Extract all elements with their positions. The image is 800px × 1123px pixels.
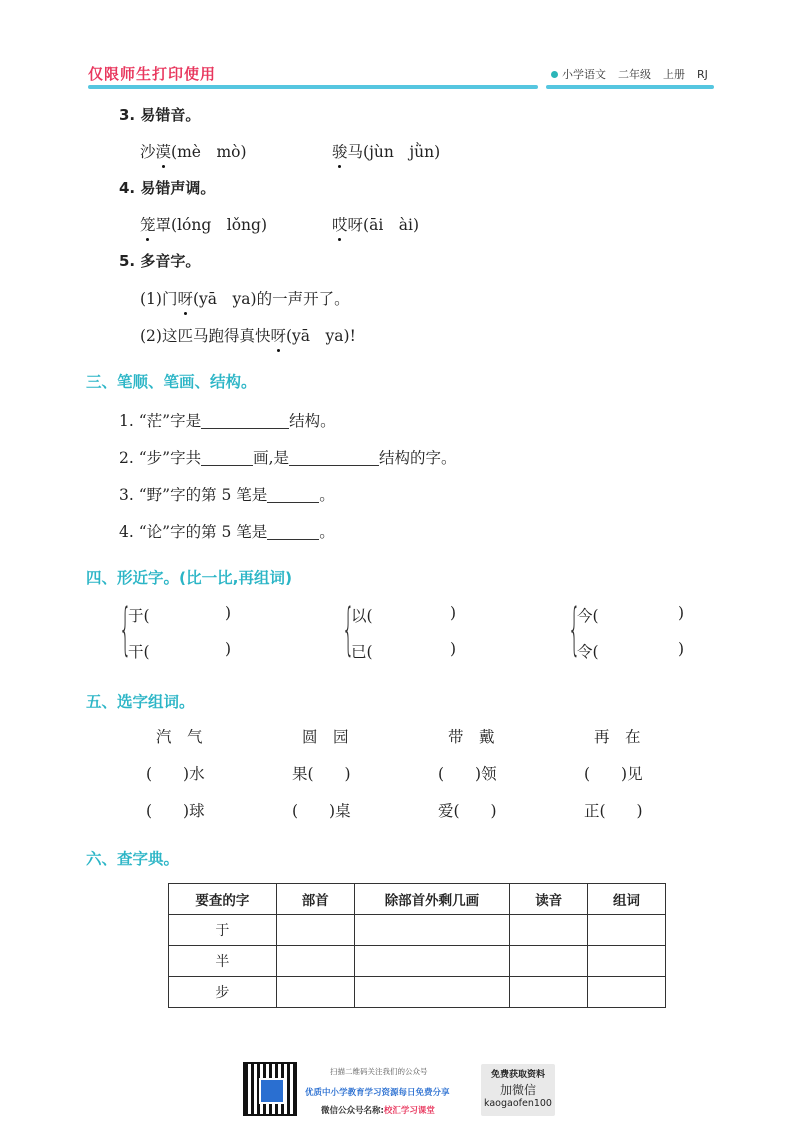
add-wechat-label: 加微信 xyxy=(499,1083,536,1097)
answer-cell[interactable] xyxy=(276,946,354,977)
header-cell: 部首 xyxy=(276,884,354,915)
similar-char-group-1: { 于( ) 干( ) xyxy=(119,597,232,662)
answer-cell[interactable] xyxy=(510,977,588,1008)
header-cell: 组词 xyxy=(588,884,666,915)
item-3-word-1: 沙漠(mè mò) xyxy=(140,140,247,162)
table-row xyxy=(169,946,666,977)
brace-icon: { xyxy=(568,597,581,662)
wechat-contact-box[interactable] xyxy=(481,1064,555,1116)
section-5-title: 五、选字组词。 xyxy=(86,693,195,711)
header-rule-left xyxy=(88,85,538,89)
char-pair: 汽 气 xyxy=(156,728,203,746)
item-4-word-1: 笼罩(lóng lǒng) xyxy=(140,213,267,235)
section-3-title: 三、笔顺、笔画、结构。 xyxy=(86,373,257,391)
fill-word[interactable]: 果( ) xyxy=(292,765,351,783)
answer-cell[interactable] xyxy=(588,977,666,1008)
char-cell: 半 xyxy=(169,946,277,977)
brace-icon: { xyxy=(119,597,132,662)
bullet-icon xyxy=(551,71,558,78)
header-cell: 读音 xyxy=(510,884,588,915)
answer-cell[interactable] xyxy=(276,915,354,946)
item-5-sentence-1: (1)门呀(yā ya)的一声开了。 xyxy=(140,287,350,309)
item-5-sentence-2: (2)这匹马跑得真快呀(yā ya)! xyxy=(140,324,356,346)
char-pair: 带 戴 xyxy=(448,728,495,746)
qr-code-icon[interactable] xyxy=(243,1062,297,1116)
fill-word[interactable]: ( )球 xyxy=(146,802,205,820)
answer-blank[interactable] xyxy=(267,525,319,540)
fill-word[interactable]: 爱( ) xyxy=(438,802,497,820)
header-rule-right xyxy=(546,85,714,89)
question-3-4: 4. “论”字的第 5 笔是 。 xyxy=(119,523,335,541)
section-6-title: 六、查字典。 xyxy=(86,850,180,868)
header-cell: 要查的字 xyxy=(169,884,277,915)
answer-blank[interactable] xyxy=(267,488,319,503)
dictionary-table xyxy=(168,883,666,1008)
fill-word[interactable]: ( )见 xyxy=(584,765,643,783)
print-restriction-label: 仅限师生打印使用 xyxy=(88,65,217,83)
question-3-2: 2. “步”字共 画,是 结构的字。 xyxy=(119,449,457,467)
item-4-word-2: 哎呀(āi ài) xyxy=(332,213,419,235)
item-4-title: 4. 易错声调。 xyxy=(119,179,216,197)
account-name: 校汇学习课堂 xyxy=(383,1106,435,1116)
answer-cell[interactable] xyxy=(510,915,588,946)
answer-blank[interactable] xyxy=(201,451,253,466)
grade: 二年级 xyxy=(618,68,651,81)
share-slogan: 优质中小学教育学习资源每日免费分享 xyxy=(305,1088,450,1098)
section-4-title: 四、形近字。(比一比,再组词) xyxy=(86,569,293,587)
brace-icon: { xyxy=(342,597,355,662)
fill-word[interactable]: ( )水 xyxy=(146,765,205,783)
table-row xyxy=(169,915,666,946)
free-materials-label: 免费获取资料 xyxy=(490,1070,545,1080)
item-3-title: 3. 易错音。 xyxy=(119,106,201,124)
answer-cell[interactable] xyxy=(588,915,666,946)
char-cell: 步 xyxy=(169,977,277,1008)
similar-char-group-2: { 以( ) 已( ) xyxy=(342,597,457,662)
question-3-1: 1. “茫”字是 结构。 xyxy=(119,412,336,430)
answer-cell[interactable] xyxy=(354,915,510,946)
similar-char-group-3: { 今( ) 令( ) xyxy=(568,597,685,662)
fill-word[interactable]: ( )领 xyxy=(438,765,497,783)
fill-word[interactable]: 正( ) xyxy=(584,802,643,820)
answer-cell[interactable] xyxy=(510,946,588,977)
answer-cell[interactable] xyxy=(354,977,510,1008)
table-header-row xyxy=(169,884,666,915)
edition: RJ xyxy=(697,68,708,81)
char-pair: 圆 园 xyxy=(302,728,349,746)
wechat-id: kaogaofen100 xyxy=(484,1098,552,1109)
answer-cell[interactable] xyxy=(588,946,666,977)
item-3-word-2: 骏马(jùn jǜn) xyxy=(332,140,440,162)
char-pair: 再 在 xyxy=(594,728,641,746)
volume: 上册 xyxy=(663,68,685,81)
book-info xyxy=(551,66,708,82)
header-cell: 除部首外剩几画 xyxy=(354,884,510,915)
table-row xyxy=(169,977,666,1008)
answer-blank[interactable] xyxy=(289,451,379,466)
item-5-title: 5. 多音字。 xyxy=(119,252,201,270)
subject: 小学语文 xyxy=(562,68,606,81)
question-3-3: 3. “野”字的第 5 笔是 。 xyxy=(119,486,335,504)
fill-word[interactable]: ( )桌 xyxy=(292,802,351,820)
char-cell: 于 xyxy=(169,915,277,946)
scan-hint: 扫描二维码关注我们的公众号 xyxy=(330,1067,428,1076)
account-info: 微信公众号名称:校汇学习课堂 xyxy=(321,1106,435,1116)
answer-cell[interactable] xyxy=(276,977,354,1008)
answer-cell[interactable] xyxy=(354,946,510,977)
answer-blank[interactable] xyxy=(201,414,289,429)
